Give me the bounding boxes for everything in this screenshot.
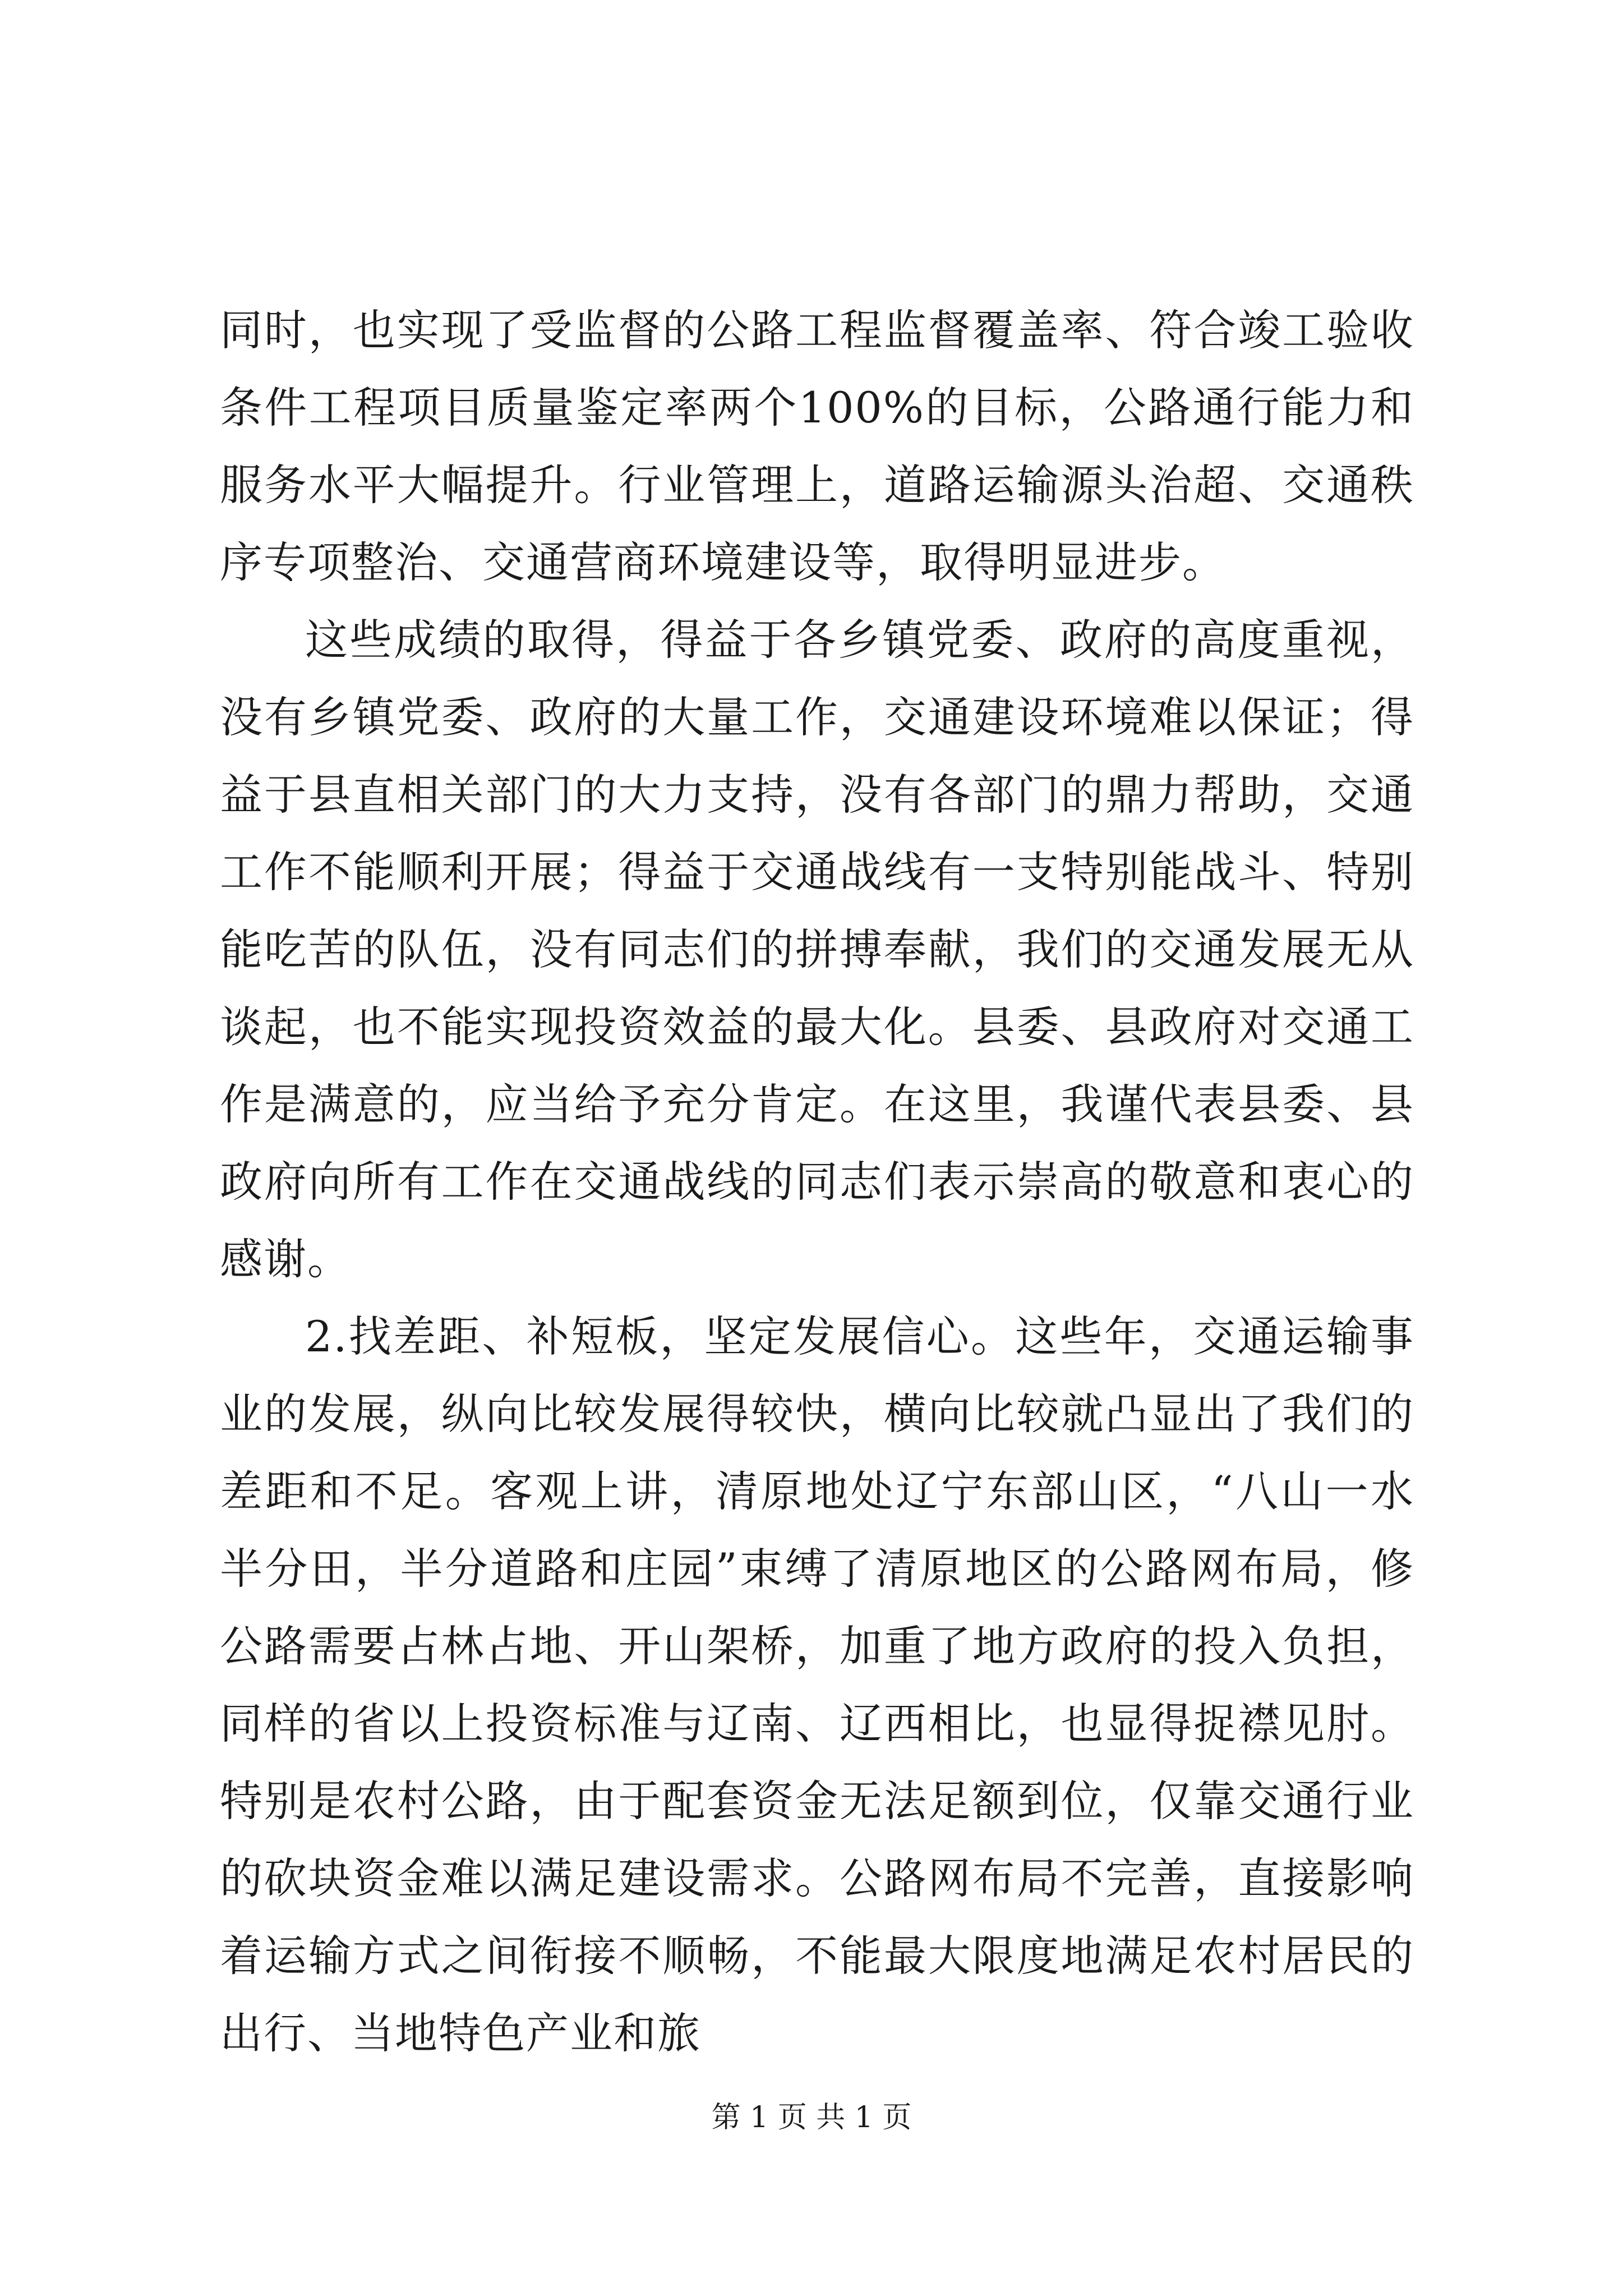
paragraph-3: 2.找差距、补短板，坚定发展信心。这些年，交通运输事业的发展，纵向比较发展得较快，横向比较就凸显出了我们的差距和不足。客观上讲，清原地处辽宁东部山区，“八山一水半分田，半分道路和庄园”束缚了清原地区的公路网布局，修公路需要占林占地、开山架桥，加重了地方政府的投入负担，同样的省以上投资标准与辽南、辽西相比，也显得捉襟见肘。特别是农村公路，由于配套资金无法足额到位，仅靠交通行业的砍块资金难以满足建设需求。公路网布局不完善，直接影响着运输方式之间衔接不顺畅，不能最大限度地满足农村居民的出行、当地特色产业和旅 bbox=[220, 1312, 1414, 2058]
document-body bbox=[220, 292, 1414, 2072]
paragraph-1: 同时，也实现了受监督的公路工程监督覆盖率、符合竣工验收条件工程项目质量鉴定率两个100%的目标，公路通行能力和服务水平大幅提升。行业管理上，道路运输源头治超、交通秩序专项整治、交通营商环境建设等，取得明显进步。 bbox=[220, 305, 1414, 587]
paragraph-2: 这些成绩的取得，得益于各乡镇党委、政府的高度重视，没有乡镇党委、政府的大量工作，交通建设环境难以保证；得益于县直相关部门的大力支持，没有各部门的鼎力帮助，交通工作不能顺利开展；得益于交通战线有一支特别能战斗、特别能吃苦的队伍，没有同志们的拼搏奉献，我们的交通发展无从谈起，也不能实现投资效益的最大化。县委、县政府对交通工作是满意的，应当给予充分肯定。在这里，我谨代表县委、县政府向所有工作在交通战线的同志们表示崇高的敬意和衷心的感谢。 bbox=[220, 615, 1414, 1284]
page-number-label: 第 1 页 共 1 页 bbox=[711, 2101, 912, 2134]
page-footer bbox=[0, 2098, 1623, 2137]
